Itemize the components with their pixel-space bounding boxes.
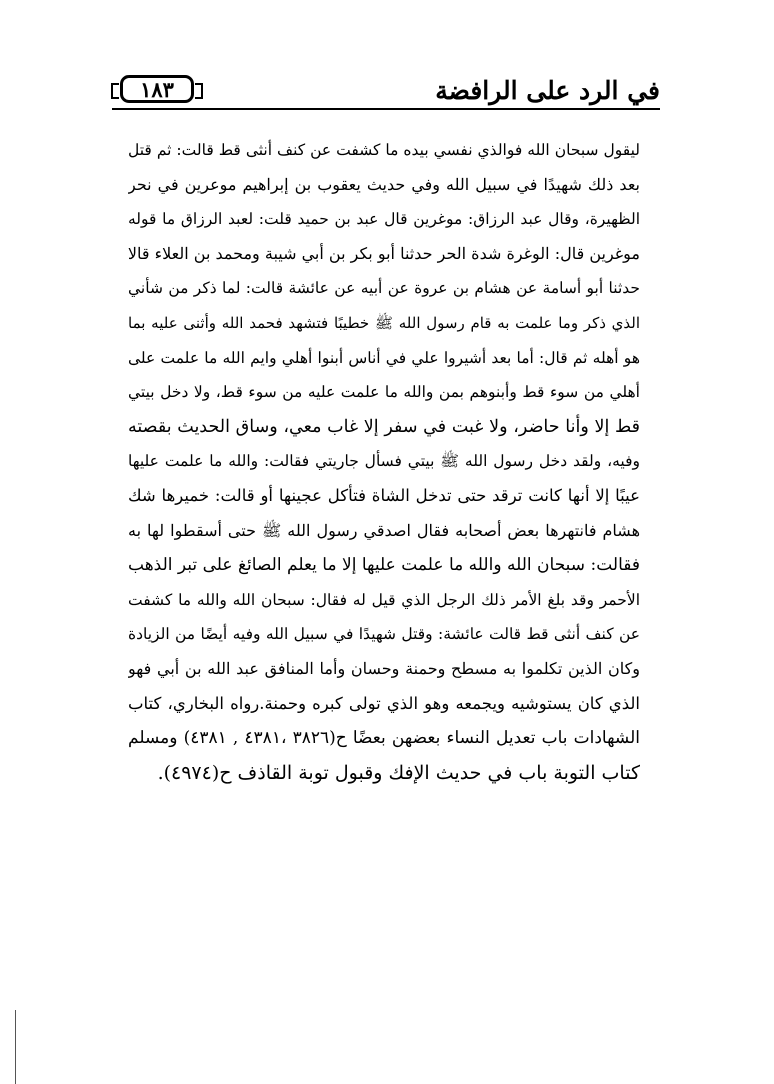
text-line: الذي ذكر وما علمت به قام رسول الله ﷺ خطيبًا فتشهد فحمد الله وأثنى عليه بما bbox=[128, 313, 640, 332]
text-line: عيبًا إلا أنها كانت ترقد حتى تدخل الشاة فتأكل عجينها أو قالت: خميرها شك bbox=[128, 485, 640, 505]
text-line: الذي كان يستوشيه ويجمعه وهو الذي تولى كبره وحمنة.رواه البخاري، كتاب bbox=[128, 693, 640, 713]
text-line: الشهادات باب تعديل النساء بعضهن بعضًا ح(٣٨٢٦ ،٤٣٨١ , ٤٣٨١) ومسلم bbox=[128, 728, 640, 749]
text-line: قط إلا وأنا حاضر، ولا غبت في سفر إلا غاب معي، وساق الحديث بقصته bbox=[128, 416, 640, 437]
text-line: حدثنا أبو أسامة عن هشام بن عروة عن أبيه عن عائشة قالت: لما ذكر من شأني bbox=[128, 279, 640, 298]
text-line: أهلي من سوء قط وأبنوهم بمن والله ما علمت عليه من سوء قط، ولا دخل بيتي bbox=[128, 383, 640, 402]
text-line: كتاب التوبة باب في حديث الإفك وقبول توبة القاذف ح(٤٩٧٤). bbox=[157, 761, 640, 784]
text-line: ليقول سبحان الله فوالذي نفسي بيده ما كشفت عن كنف أنثى قط قالت: ثم قتل bbox=[128, 141, 640, 159]
scan-artifact-line bbox=[15, 1010, 16, 1084]
text-line: هو أهله ثم قال: أما بعد أشيروا علي في أناس أبنوا أهلي وايم الله ما علمت على bbox=[128, 348, 640, 367]
text-line: فقالت: سبحان الله والله ما علمت عليها إلا ما يعلم الصائغ على تبر الذهب bbox=[128, 555, 640, 576]
running-title: في الرد على الرافضة bbox=[435, 76, 660, 105]
text-line: بعد ذلك شهيدًا في سبيل الله وفي حديث يعقوب بن إبراهيم موعرين في نحر bbox=[128, 174, 640, 194]
text-line: موغرين قال: الوغرة شدة الحر حدثنا أبو بكر بن أبي شيبة ومحمد بن العلاء قالا bbox=[128, 243, 640, 263]
header-rule bbox=[112, 108, 660, 110]
text-line: الأحمر وقد بلغ الأمر ذلك الرجل الذي قيل له فقال: سبحان الله والله ما كشفت bbox=[128, 590, 640, 609]
text-line: الظهيرة، وقال عبد الرزاق: موغرين قال عبد بن حميد قلت: لعبد الرزاق ما قوله bbox=[128, 210, 640, 229]
text-line: هشام فانتهرها بعض أصحابه فقال اصدقي رسول الله ﷺ حتى أسقطوا لها به bbox=[128, 520, 640, 540]
text-line: وكان الذين تكلموا به مسطح وحمنة وحسان وأما المنافق عبد الله بن أبي فهو bbox=[128, 658, 640, 678]
page-header bbox=[112, 72, 660, 112]
text-line: عن كنف أنثى قط قالت عائشة: وقتل شهيدًا في سبيل الله وفيه أيضًا من الزيادة bbox=[128, 625, 640, 644]
page-number: ١٨٣ bbox=[120, 75, 194, 103]
body-text bbox=[128, 133, 640, 790]
text-line: وفيه، ولقد دخل رسول الله ﷺ بيتي فسأل جاريتي فقالت: والله ما علمت عليها bbox=[128, 452, 640, 471]
